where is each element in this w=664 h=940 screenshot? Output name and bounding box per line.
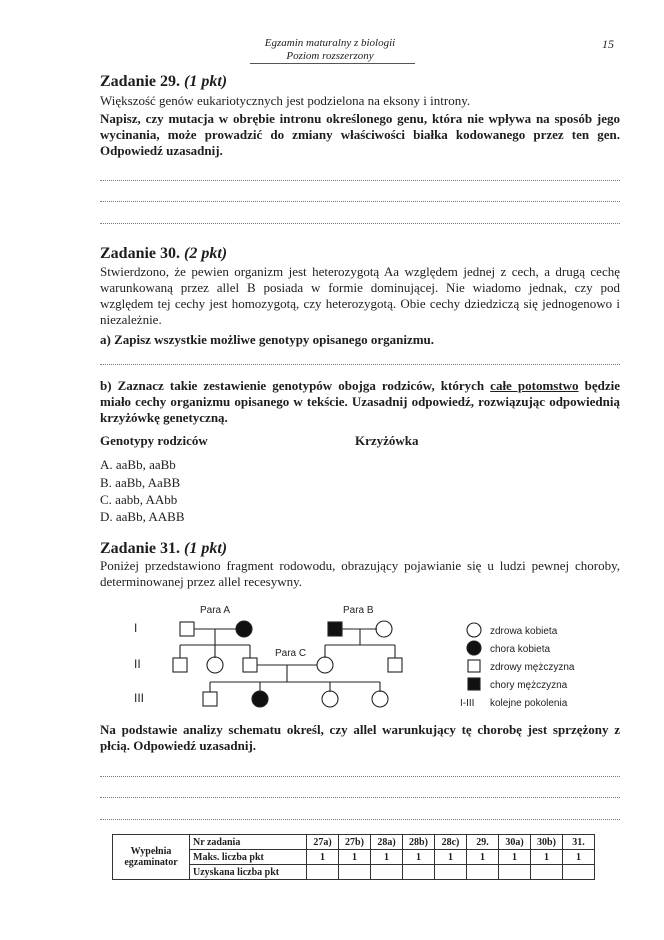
option-c[interactable]: C. aabb, AAbb (100, 492, 178, 507)
legend-healthy-male: zdrowy mężczyzna (490, 662, 575, 673)
task-number-cell: 28c) (435, 835, 467, 850)
option-b[interactable]: B. aaBb, AaBB (100, 475, 181, 490)
affected-female-symbol (252, 691, 268, 707)
healthy-female-symbol (322, 691, 338, 707)
max-points-cell: 1 (499, 850, 531, 865)
row-label-task-number: Nr zadania (190, 835, 307, 850)
legend-generations-label: I-III (460, 698, 475, 709)
healthy-male-symbol (173, 658, 187, 672)
healthy-female-symbol (376, 621, 392, 637)
header-rule (250, 63, 415, 64)
task30-part-b-pre: b) Zaznacz takie zestawienie genotypów obojga rodziców, których (100, 378, 491, 393)
task-number-cell: 30a) (499, 835, 531, 850)
generation-label: I (134, 621, 138, 635)
earned-points-cell[interactable] (435, 865, 467, 880)
examiner-label-line1: Wypełnia (130, 846, 172, 857)
pair-c-label: Para C (275, 648, 307, 659)
generation-label: II (134, 657, 141, 671)
task30-title: Zadanie 30. (100, 245, 181, 262)
earned-points-cell[interactable] (339, 865, 371, 880)
earned-points-cell[interactable] (403, 865, 435, 880)
task29-intro: Większość genów eukariotycznych jest podzielona na eksony i introny. (100, 93, 471, 108)
answer-line[interactable] (100, 223, 620, 224)
examiner-label (113, 835, 190, 880)
header-exam-title: Egzamin maturalny z biologii (264, 37, 396, 49)
healthy-male-symbol (243, 658, 257, 672)
earned-points-cell[interactable] (531, 865, 563, 880)
affected-female-symbol (236, 621, 252, 637)
row-label-earned-points: Uzyskana liczba pkt (190, 865, 307, 880)
legend-healthy-female-icon (467, 623, 481, 637)
earned-points-cell[interactable] (307, 865, 339, 880)
pedigree-chart (120, 598, 620, 713)
healthy-male-symbol (203, 692, 217, 706)
earned-points-cell[interactable] (499, 865, 531, 880)
max-points-cell: 1 (531, 850, 563, 865)
task30-points: (2 pkt) (184, 245, 228, 262)
earned-points-cell[interactable] (371, 865, 403, 880)
task31-title: Zadanie 31. (100, 540, 181, 557)
parents-genotypes-header: Genotypy rodziców (100, 433, 208, 448)
task31-heading (100, 540, 227, 558)
row-label-max-points: Maks. liczba pkt (190, 850, 307, 865)
max-points-cell: 1 (563, 850, 595, 865)
healthy-female-symbol (207, 657, 223, 673)
task31-points: (1 pkt) (184, 540, 228, 557)
answer-line[interactable] (100, 364, 620, 365)
pair-b-label: Para B (343, 605, 374, 616)
header-level: Poziom rozszerzony (286, 50, 374, 62)
page-header (0, 33, 664, 65)
task-number-cell: 27b) (339, 835, 371, 850)
max-points-cell: 1 (307, 850, 339, 865)
task-number-cell: 30b) (531, 835, 563, 850)
task-number-cell: 28a) (371, 835, 403, 850)
task30-intro: Stwierdzono, że pewien organizm jest heterozygotą Aa względem jednej z cech, a drugą cechę warunkowaną przez allel B posiada w formie dominującej. Nie wiadomo jednak, czy pod względem tej cechy jest homozygotą, czy heterozygotą. Obie cechy dziedziczą się jednogenowo i niezależnie. (100, 264, 620, 327)
task31-question: Na podstawie analizy schematu określ, czy allel warunkujący tę chorobę jest sprzężony z płcią. Odpowiedź uzasadnij. (100, 722, 620, 753)
max-points-cell: 1 (467, 850, 499, 865)
task30-part-b-underlined: całe potomstwo (490, 378, 579, 393)
task31-intro: Poniżej przedstawiono fragment rodowodu, obrazujący pojawianie się u ludzi pewnej choroby, determinowanej przez allel recesywny. (100, 558, 620, 589)
option-d[interactable]: D. aaBb, AABB (100, 509, 185, 524)
pair-a-label: Para A (200, 605, 231, 616)
task-number-cell: 31. (563, 835, 595, 850)
legend-affected-male: chory mężczyzna (490, 680, 568, 691)
examiner-label-line2: egzaminator (124, 857, 178, 868)
answer-line[interactable] (100, 776, 620, 777)
legend-affected-male-icon (468, 678, 480, 690)
max-points-cell: 1 (435, 850, 467, 865)
task-number-cell: 27a) (307, 835, 339, 850)
legend-affected-female-icon (467, 641, 481, 655)
affected-male-symbol (328, 622, 342, 636)
option-a[interactable]: A. aaBb, aaBb (100, 457, 176, 472)
healthy-male-symbol (388, 658, 402, 672)
task30-part-b-post: będzie miało cechy organizmu opisanego w tekście. Uzasadnij odpowiedź, rozwiązując odpowiednią krzyżówkę genetyczną. (100, 378, 620, 425)
earned-points-cell[interactable] (563, 865, 595, 880)
legend-healthy-male-icon (468, 660, 480, 672)
legend-affected-female: chora kobieta (490, 644, 551, 655)
examiner-score-table (112, 834, 595, 880)
page-number: 15 (602, 37, 614, 51)
task30-part-a: a) Zapisz wszystkie możliwe genotypy opisanego organizmu. (100, 332, 435, 347)
task29-title: Zadanie 29. (100, 73, 181, 90)
legend-generations: kolejne pokolenia (490, 698, 568, 709)
max-points-cell: 1 (371, 850, 403, 865)
answer-line[interactable] (100, 180, 620, 181)
earned-points-cell[interactable] (467, 865, 499, 880)
max-points-cell: 1 (403, 850, 435, 865)
answer-line[interactable] (100, 201, 620, 202)
answer-line[interactable] (100, 819, 620, 820)
task30-heading (100, 245, 227, 263)
task29-heading (100, 73, 227, 91)
legend-healthy-female: zdrowa kobieta (490, 626, 558, 637)
generation-label: III (134, 691, 145, 705)
task29-points: (1 pkt) (184, 73, 228, 90)
task-number-cell: 29. (467, 835, 499, 850)
healthy-female-symbol (372, 691, 388, 707)
max-points-cell: 1 (339, 850, 371, 865)
cross-header: Krzyżówka (355, 433, 419, 448)
task29-question: Napisz, czy mutacja w obrębie intronu określonego genu, która nie wpływa na sposób jego wycinania, może prowadzić do zmiany właściwości białka kodowanego przez ten gen. Odpowiedź uzasadnij. (100, 111, 620, 158)
healthy-female-symbol (317, 657, 333, 673)
task30-part-b (100, 378, 620, 426)
task-number-cell: 28b) (403, 835, 435, 850)
healthy-male-symbol (180, 622, 194, 636)
answer-line[interactable] (100, 797, 620, 798)
